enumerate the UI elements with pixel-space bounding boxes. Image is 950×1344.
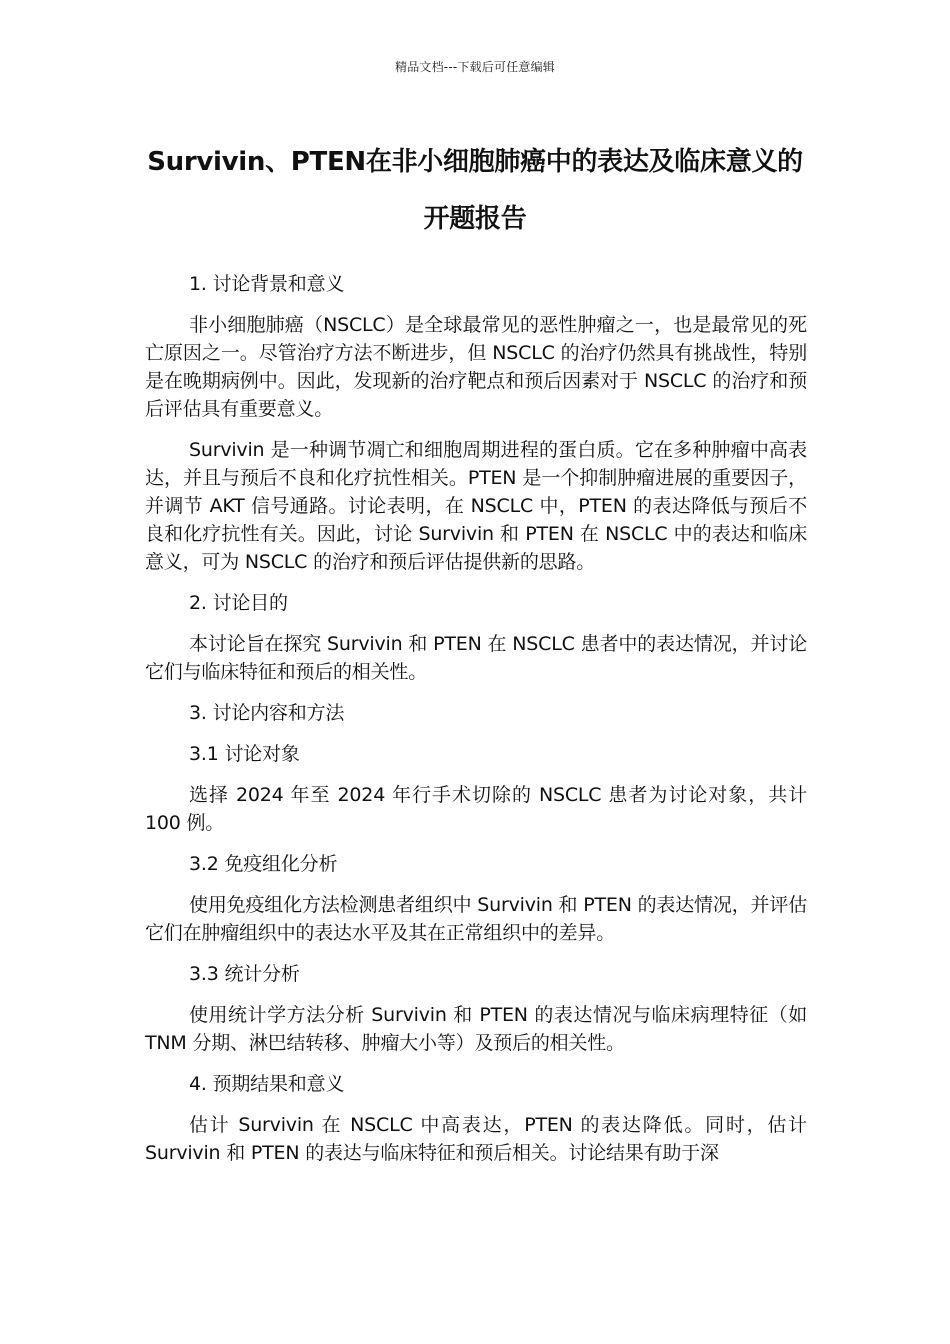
paragraph-statistics: 使用统计学方法分析 Survivin 和 PTEN 的表达情况与临床病理特征（如 TNM 分期、淋巴结转移、肿瘤大小等）及预后的相关性。 — [145, 1004, 807, 1054]
document-title: Survivin、PTEN在非小细胞肺癌中的表达及临床意义的开题报告 — [147, 147, 803, 234]
subsection-heading-subjects: 3.1 讨论对象 — [189, 743, 300, 765]
section-heading-background: 1. 讨论背景和意义 — [189, 273, 345, 295]
paragraph-expected-results: 估计 Survivin 在 NSCLC 中高表达，PTEN 的表达降低。同时，估计 Survivin 和 PTEN 的表达与临床特征和预后相关。讨论结果有助于深 — [145, 1114, 807, 1164]
paragraph-ihc: 使用免疫组化方法检测患者组织中 Survivin 和 PTEN 的表达情况，并评估它们在肿瘤组织中的表达水平及其在正常组织中的差异。 — [145, 894, 807, 944]
subsection-heading-statistics: 3.3 统计分析 — [189, 963, 300, 985]
section-heading-expected-results: 4. 预期结果和意义 — [189, 1073, 345, 1095]
section-heading-purpose: 2. 讨论目的 — [189, 592, 288, 614]
page-header-watermark: 精品文档---下载后可任意编辑 — [395, 60, 555, 74]
paragraph-subjects: 选择 2024 年至 2024 年行手术切除的 NSCLC 患者为讨论对象，共计 100 例。 — [145, 784, 807, 834]
subsection-heading-ihc: 3.2 免疫组化分析 — [189, 853, 338, 875]
section-heading-methods: 3. 讨论内容和方法 — [189, 702, 345, 724]
paragraph-purpose: 本讨论旨在探究 Survivin 和 PTEN 在 NSCLC 患者中的表达情况，并讨论它们与临床特征和预后的相关性。 — [145, 633, 807, 683]
document-body — [145, 270, 807, 1180]
paragraph-nsclc-intro: 非小细胞肺癌（NSCLC）是全球最常见的恶性肿瘤之一，也是最常见的死亡原因之一。尽管治疗方法不断进步，但 NSCLC 的治疗仍然具有挑战性，特别是在晚期病例中。因此，发现新的治疗靶点和预后因素对于 NSCLC 的治疗和预后评估具有重要意义。 — [145, 314, 807, 420]
paragraph-survivin-pten: Survivin 是一种调节凋亡和细胞周期进程的蛋白质。它在多种肿瘤中高表达，并且与预后不良和化疗抗性相关。PTEN 是一个抑制肿瘤进展的重要因子，并调节 AKT 信号通路。讨论表明，在 NSCLC 中，PTEN 的表达降低与预后不良和化疗抗性有关。因此，讨论 Survivin 和 PTEN 在 NSCLC 中的表达和临床意义，可为 NSCLC 的治疗和预后评估提供新的思路。 — [145, 439, 807, 573]
